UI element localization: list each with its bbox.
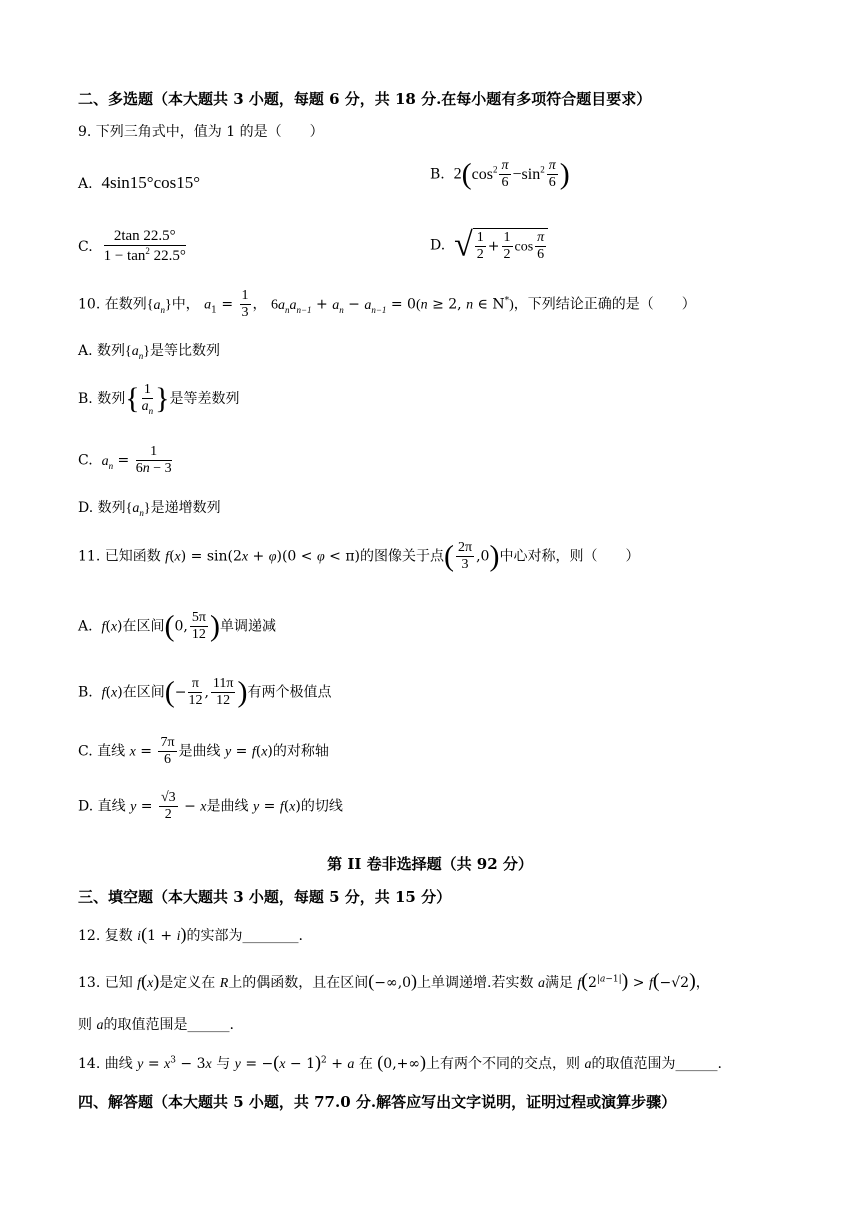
q9-option-c: C. $\frac{2\tan 22.5^\circ}{1 - \tan^2 22.5^\circ}$ — [78, 228, 186, 265]
option-text: 是等比数列 — [149, 343, 220, 359]
q9-option-d: D. √ $\frac{1}{2}$ + $\frac{1}{2}$ cos $\frac{\pi}{6}$ — [430, 228, 548, 263]
q11-mid: 的图像关于点 — [360, 548, 445, 565]
q13-text: 则 — [78, 1017, 92, 1033]
q13-text: 的取值范围是______. — [103, 1017, 234, 1033]
q10-option-b: B. 数列{ $\frac{1}{a_n}$ }是等差数列 — [78, 382, 240, 416]
q10-stem: 10. 在数列$\{a_n\}$中， $a_1$ = $\frac{1}{3}$ ， $6a_na_{n-1} + a_n - a_{n-1} = 0(n \ge 2$, n ∈ N*)，下列结论正确的是（ ） — [78, 288, 696, 321]
q10-option-d: D. 数列$\{a_n\}$是递增数列 — [78, 500, 221, 518]
q14-text: 与 — [216, 1056, 231, 1072]
q9-option-b: B. $2(\cos^2$ $\frac{\pi}{6}$ $-\sin^2$ $\frac{\pi}{6}$ ) — [430, 157, 570, 191]
option-text: 的对称轴 — [272, 743, 329, 760]
option-label: C. — [78, 452, 93, 469]
option-label: D. — [430, 237, 446, 254]
option-text: 单调递减 — [219, 618, 276, 635]
section-4-heading: 四、解答题（本大题共 5 小题，共 77.0 分.解答应写出文字说明，证明过程或演算步骤） — [78, 1093, 677, 1111]
option-label: A. — [78, 176, 93, 192]
section-2-heading: 二、多选题（本大题共 3 小题，每题 6 分，共 18 分.在每小题有多项符合题目要求） — [78, 90, 652, 108]
q13-text: 上的偶函数，且在区间 — [228, 975, 369, 991]
q13-text: 是定义在 — [159, 975, 216, 991]
q14-text: 上有两个不同的交点，则 — [426, 1056, 581, 1072]
q9-stem: 9. 下列三角式中，值为 1 的是（ ） — [78, 124, 324, 140]
q10-tail: ，下列结论正确的是（ ） — [513, 296, 696, 313]
option-text: 是递增数列 — [150, 500, 221, 516]
q11-tail: 中心对称，则（ ） — [499, 548, 640, 565]
q9-option-a — [78, 173, 200, 193]
q12-intro: 12. 复数 — [78, 928, 133, 944]
option-label: D. 数列 — [78, 500, 126, 516]
option-text: 有两个极值点 — [247, 684, 332, 701]
option-text: 的切线 — [300, 798, 343, 815]
q14: 14. 曲线 $y = x^3 - 3x$ 与 $y = -(x - 1)^2 + a$ 在 (0,+∞)上有两个不同的交点，则 a的取值范围为______. — [78, 1052, 722, 1072]
option-text: 是曲线 — [206, 798, 249, 815]
q13-line-1: 13. 已知 f(x)是定义在 R上的偶函数，且在区间(−∞,0)上单调递增.若实数 a满足 $f(2^{|a-1|}) > f(-√2)$， — [78, 970, 710, 992]
q12-tail: 的实部为________. — [186, 928, 303, 944]
option-label: B. 数列 — [78, 391, 126, 408]
part-2-title: 第 II 卷非选择题（共 92 分） — [327, 855, 533, 873]
option-label: A. 数列 — [78, 343, 126, 359]
option-label: B. — [78, 684, 93, 701]
q11-option-a: A. f(x)在区间(0, $\frac{5\pi}{12}$ )单调递减 — [78, 609, 276, 643]
q10-mid: 中， — [171, 296, 200, 313]
section-3-heading: 三、填空题（本大题共 3 小题，每题 5 分，共 15 分） — [78, 888, 452, 906]
q10-option-c: C. $a_n$ = $\frac{1}{6n - 3}$ — [78, 444, 172, 477]
option-text: 是曲线 — [178, 743, 221, 760]
q11-intro: 11. 已知函数 — [78, 548, 161, 565]
q11-option-c: C. 直线 x = $\frac{7\pi}{6}$ 是曲线 y = f(x)的对称轴 — [78, 735, 329, 768]
q10-intro: 10. 在数列 — [78, 296, 147, 313]
option-label: B. — [430, 166, 445, 183]
q10-option-a: A. 数列$\{a_n\}$是等比数列 — [78, 343, 220, 361]
q9-a-expression: 4sin15°cos15° — [101, 173, 201, 192]
option-label: D. 直线 — [78, 798, 126, 815]
q11-stem: 11. 已知函数 f(x) = sin(2x + φ)(0 < φ < π)的图像关于点( $\frac{2\pi}{3}$ ,0)中心对称，则（ ） — [78, 539, 640, 573]
q14-intro: 14. 曲线 — [78, 1056, 133, 1072]
q11-option-b: B. f(x)在区间(− $\frac{\pi}{12}$ , $\frac{11\pi}{12}$ )有两个极值点 — [78, 675, 332, 709]
q13-text: 满足 — [544, 975, 573, 991]
q13-intro: 13. 已知 — [78, 975, 133, 991]
option-text: 在区间 — [122, 618, 165, 635]
q14-text: 的取值范围为______. — [591, 1056, 722, 1072]
q14-text: 在 — [358, 1056, 373, 1072]
option-label: C. — [78, 238, 93, 255]
option-label: A. — [78, 618, 93, 635]
option-text: 在区间 — [122, 684, 165, 701]
q13-line-2: 则 a的取值范围是______. — [78, 1017, 234, 1033]
q12: 12. 复数 i(1 + i)的实部为________. — [78, 924, 303, 944]
q13-text: 上单调递增.若实数 — [417, 975, 534, 991]
q11-option-d: D. 直线 y = $\frac{√3}{2}$ − x是曲线 y = f(x)的切线 — [78, 790, 343, 823]
option-text: 是等差数列 — [169, 391, 240, 408]
option-label: C. 直线 — [78, 743, 126, 760]
